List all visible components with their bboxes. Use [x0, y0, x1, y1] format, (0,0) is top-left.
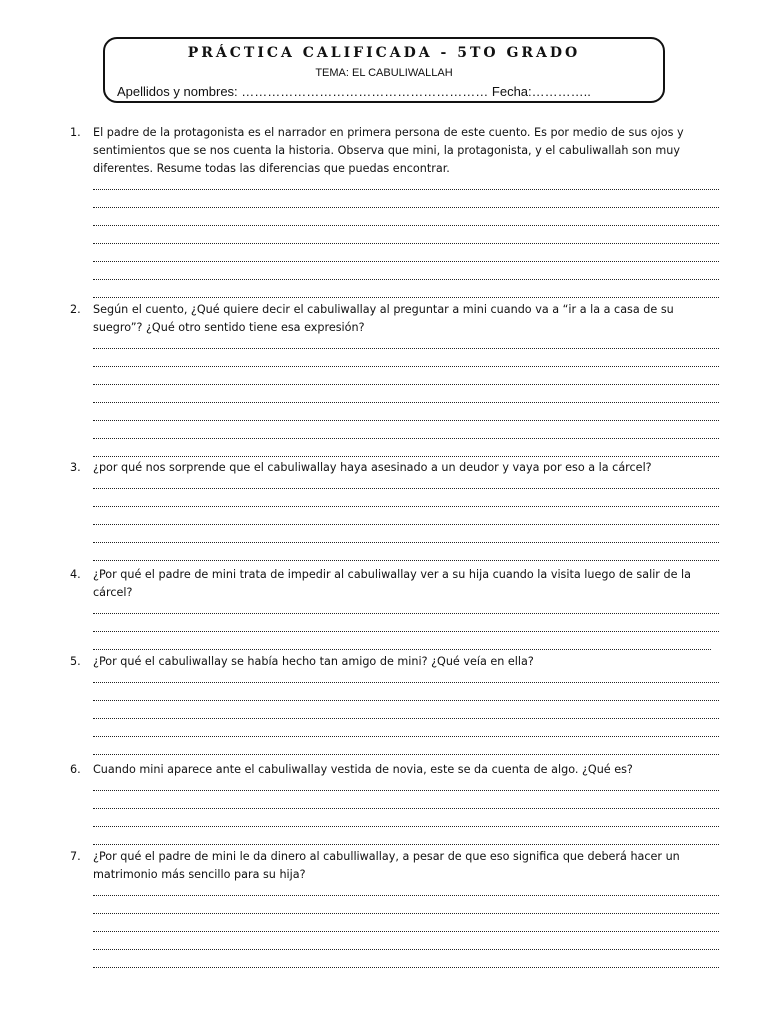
question-text: ¿Por qué el padre de mini trata de impedir al cabuliwallay ver a su hija cuando la visita luego de salir de la cárcel?: [93, 568, 691, 599]
answer-line[interactable]: [93, 367, 719, 385]
answer-line[interactable]: [93, 827, 719, 845]
answer-line[interactable]: [93, 262, 719, 280]
answer-line[interactable]: [93, 280, 719, 298]
answer-line[interactable]: [93, 226, 719, 244]
question-text: ¿Por qué el cabuliwallay se había hecho tan amigo de mini? ¿Qué veía en ella?: [93, 655, 534, 668]
topic-label: TEMA: EL CABULIWALLAH: [315, 67, 453, 79]
question-4: [70, 566, 725, 650]
answer-line[interactable]: [93, 671, 719, 683]
question-number: 4.: [70, 568, 81, 581]
answer-line[interactable]: [93, 385, 719, 403]
answer-line[interactable]: [93, 701, 719, 719]
question-1: [70, 124, 725, 298]
answer-line[interactable]: [93, 602, 719, 614]
answer-line[interactable]: [93, 507, 719, 525]
page-title: PRÁCTICA CALIFICADA - 5TO GRADO: [187, 45, 581, 61]
answer-line[interactable]: [93, 543, 719, 561]
question-3: [70, 459, 725, 561]
answer-line[interactable]: [93, 489, 719, 507]
answer-line[interactable]: [93, 683, 719, 701]
answer-line[interactable]: [93, 719, 719, 737]
name-date-field[interactable]: Apellidos y nombres: ………………………………………………… Fecha:…………..: [117, 84, 591, 99]
question-number: 1.: [70, 126, 81, 139]
question-text: El padre de la protagonista es el narrador en primera persona de este cuento. Es por medio de sus ojos y sentimientos que se nos cuenta la historia. Observa que mini, la protagonista, y el cabuliwallah son muy diferentes. Resume todas las diferencias que puedas encontrar.: [93, 126, 684, 175]
answer-line[interactable]: [93, 190, 719, 208]
question-number: 6.: [70, 763, 81, 776]
answer-line[interactable]: [93, 737, 719, 755]
answer-line[interactable]: [93, 779, 719, 791]
answer-line[interactable]: [93, 477, 719, 489]
question-text: ¿Por qué el padre de mini le da dinero al cabulliwallay, a pesar de que eso significa que deberá hacer un matrimonio más sencillo para su hija?: [93, 850, 680, 881]
answer-line[interactable]: [93, 403, 719, 421]
question-number: 2.: [70, 303, 81, 316]
question-text: Cuando mini aparece ante el cabuliwallay vestida de novia, este se da cuenta de algo. ¿Qué es?: [93, 763, 633, 776]
header-box: [103, 37, 665, 103]
question-number: 5.: [70, 655, 81, 668]
answer-line[interactable]: [93, 791, 719, 809]
answer-line[interactable]: [93, 632, 711, 650]
question-6: [70, 761, 725, 845]
question-number: 3.: [70, 461, 81, 474]
question-number: 7.: [70, 850, 81, 863]
question-text: Según el cuento, ¿Qué quiere decir el cabuliwallay al preguntar a mini cuando va a “ir a la a casa de su suegro”? ¿Qué otro sentido tiene esa expresión?: [93, 303, 674, 334]
answer-line[interactable]: [93, 614, 719, 632]
answer-line[interactable]: [93, 896, 719, 914]
answer-line[interactable]: [93, 178, 719, 190]
answer-line[interactable]: [93, 884, 719, 896]
question-text: ¿por qué nos sorprende que el cabuliwallay haya asesinado a un deudor y vaya por eso a la cárcel?: [93, 461, 652, 474]
question-2: [70, 301, 725, 457]
answer-line[interactable]: [93, 809, 719, 827]
question-5: [70, 653, 725, 755]
answer-line[interactable]: [93, 421, 719, 439]
answer-line[interactable]: [93, 244, 719, 262]
answer-line[interactable]: [93, 208, 719, 226]
answer-line[interactable]: [93, 950, 719, 968]
answer-line[interactable]: [93, 914, 719, 932]
answer-line[interactable]: [93, 439, 719, 457]
answer-line[interactable]: [93, 932, 719, 950]
answer-line[interactable]: [93, 349, 719, 367]
answer-line[interactable]: [93, 525, 719, 543]
answer-line[interactable]: [93, 337, 719, 349]
question-7: [70, 848, 725, 968]
